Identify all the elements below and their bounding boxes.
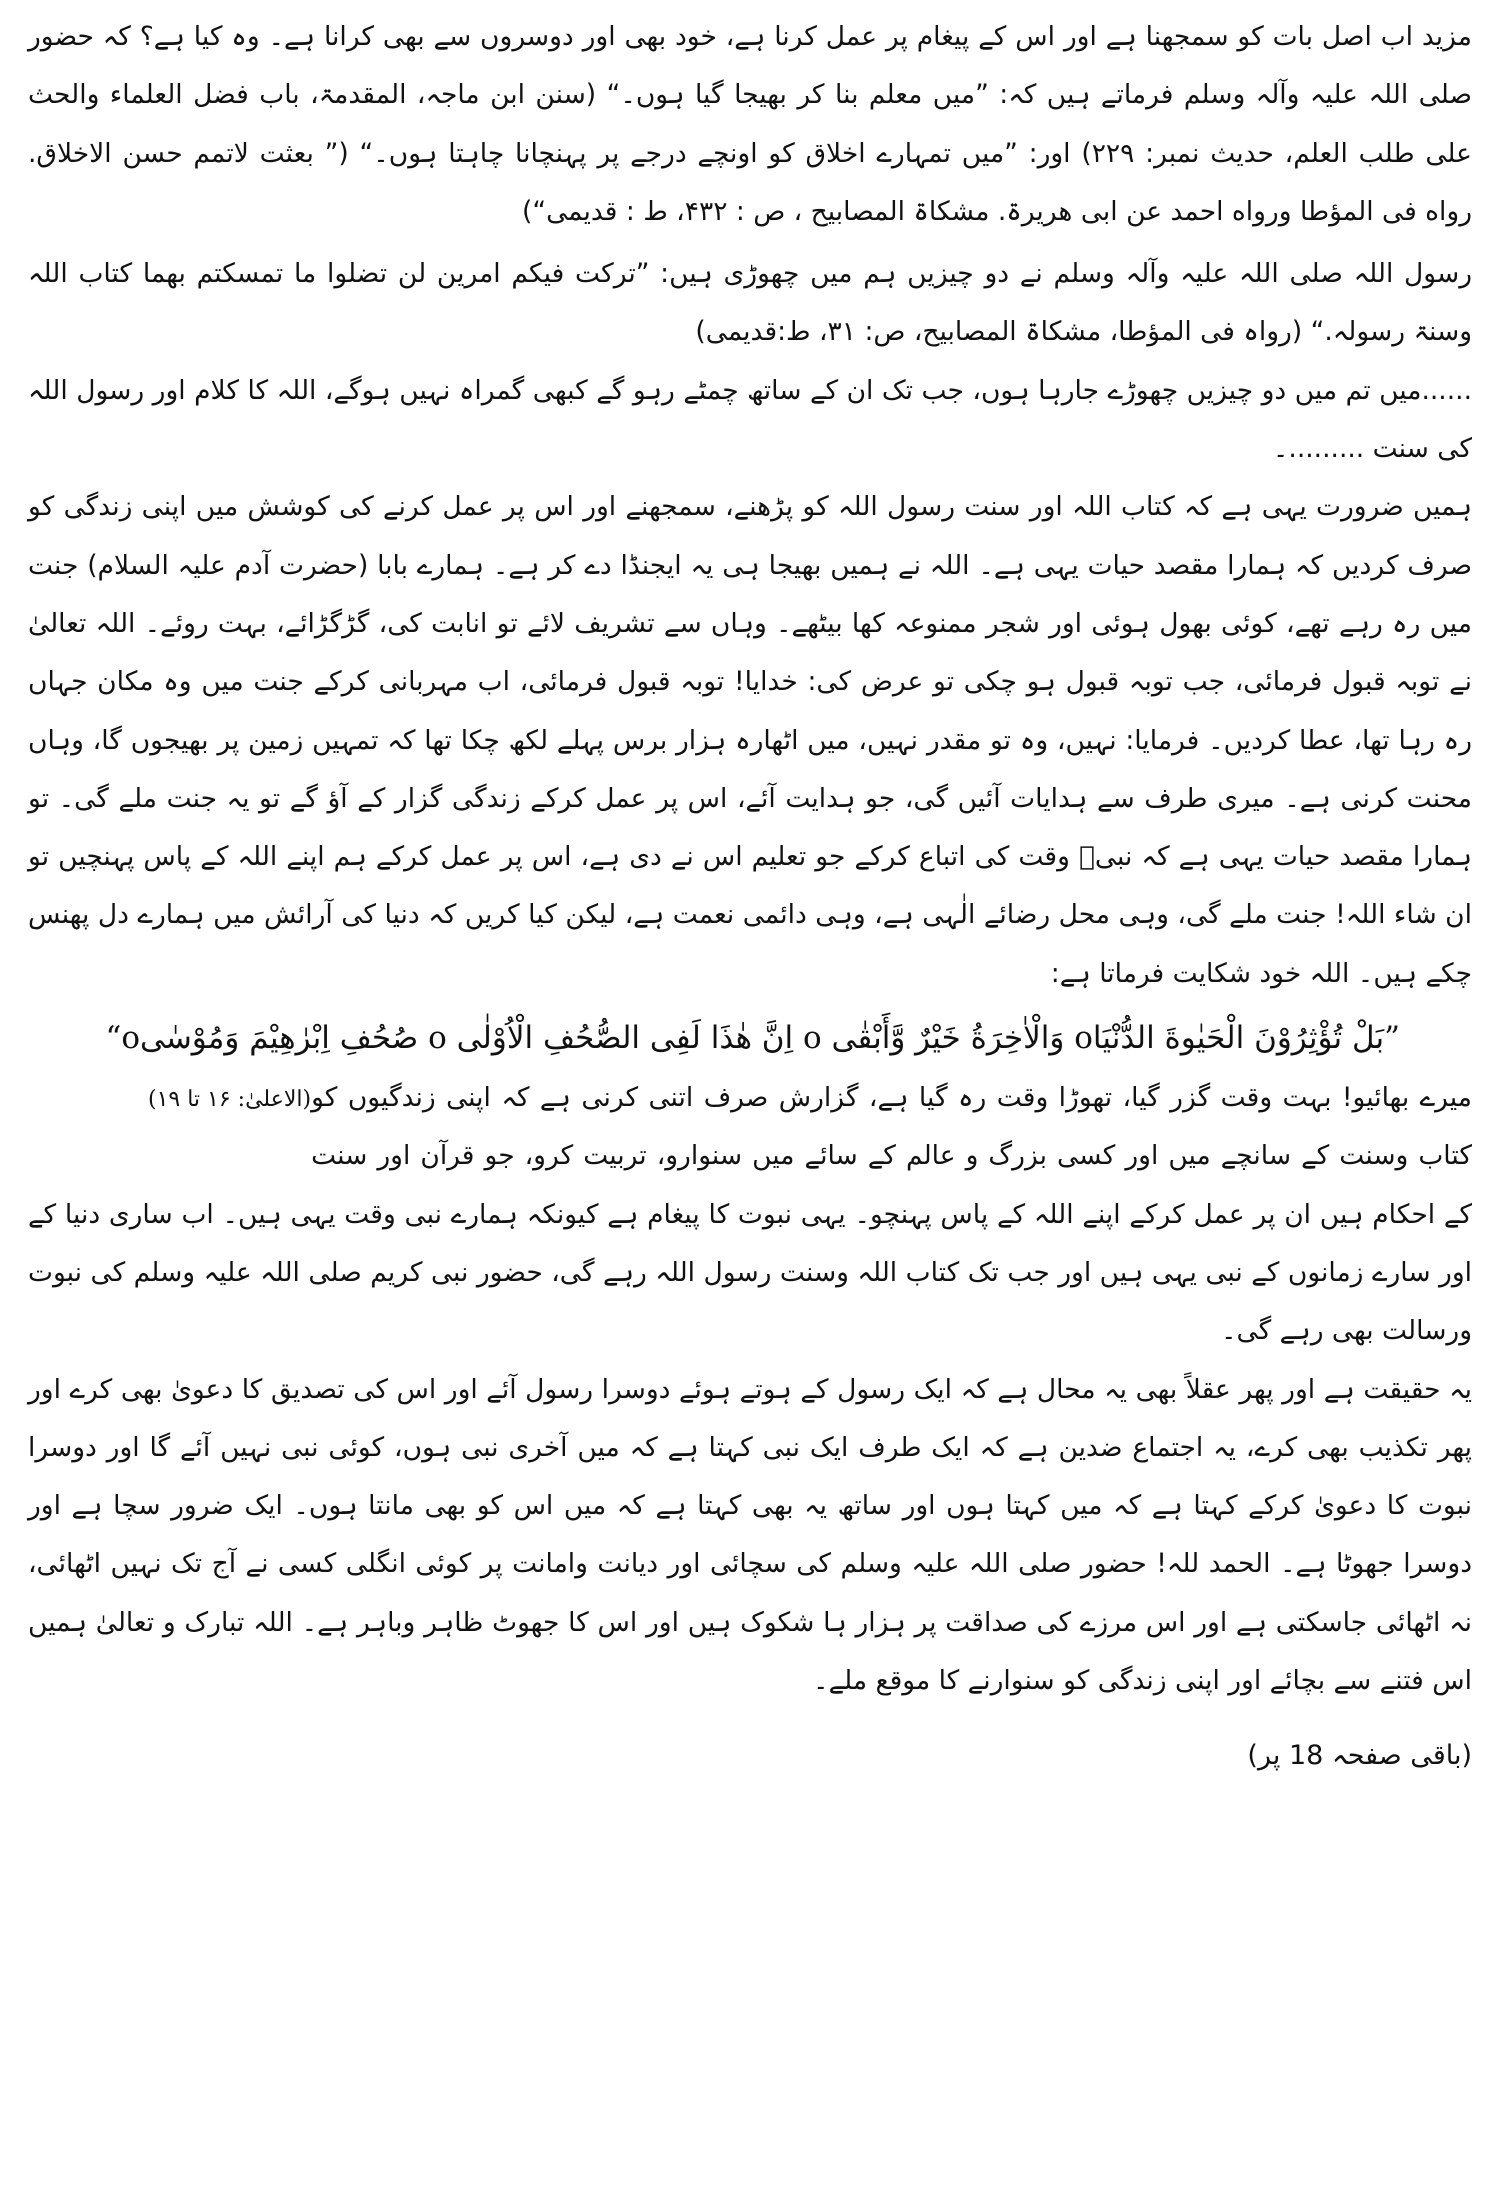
paragraph-brothers: میرے بھائیو! بہت وقت گزر گیا، تھوڑا وقت رہ گیا ہے، گزارش صرف اتنی کرنی ہے کہ اپنی زندگیوں کو کتاب وسنت کے سانچے میں اور کسی بزرگ و عالم کے سائے میں سنوارو، تربیت کرو، جو قرآن اور سنت کے احکام ہیں ان پر عمل کرکے اپنے اللہ کے پاس پہنچو۔ یہی نبوت کا پیغام ہے کیونکہ ہمارے نبی وقت یہی ہیں۔ اب ساری دنیا کے اور سارے زمانوں کے نبی یہی ہیں اور جب تک کتاب اللہ وسنت رسول اللہ رہے گی، حضور نبی کریم صلی اللہ علیہ وسلم کی نبوت ورسالت بھی رہے گی۔ <box>28 1082 1472 1347</box>
quran-verse <box>28 1007 1472 1113</box>
article-page <box>28 8 1472 2192</box>
quran-verse-text: ”بَلْ تُؤْثِرُوْنَ الْحَیٰوةَ الدُّنْیَاo وَالْاٰخِرَةُ خَیْرٌ وَّأَبْقٰی o اِنَّ هٰذَا لَفِی الصُّحُفِ الْاُوْلٰی o صُحُفِ اِبْرٰهِیْمَ وَمُوْسٰیo“ <box>105 1020 1400 1057</box>
quran-reference: (الاعلیٰ: ۱۶ تا ۱۹) <box>148 1087 312 1113</box>
paragraph-hadith-teacher: مزید اب اصل بات کو سمجھنا ہے اور اس کے پیغام پر عمل کرنا ہے، خود بھی اور دوسروں سے بھی کرانا ہے۔ وہ کیا ہے؟ کہ حضور صلی اللہ علیہ وآلہ وسلم فرماتے ہیں کہ: ”میں معلم بنا کر بھیجا گیا ہوں۔“ (سنن ابن ماجہ، المقدمۃ، باب فضل العلماء والحث علی طلب العلم، حدیث نمبر: ۲۲۹) اور: ”میں تمہارے اخلاق کو اونچے درجے پر پہنچانا چاہتا ہوں۔“ (” بعثت لاتمم حسن الاخلاق. رواه فی المؤطا ورواه احمد عن ابی ھریرۃ. مشکاۃ المصابیح ، ص : ۴۳۲، ط : قدیمی“) <box>28 21 1472 227</box>
paragraph-translation: ......میں تم میں دو چیزیں چھوڑے جارہا ہوں، جب تک ان کے ساتھ چمٹے رہو گے کبھی گمراہ نہیں ہوگے، اللہ کا کلام اور رسول اللہ کی سنت .........۔ <box>28 374 1472 465</box>
paragraph-purpose-of-life: ہمیں ضرورت یہی ہے کہ کتاب اللہ اور سنت رسول اللہ کو پڑھنے، سمجھنے اور اس پر عمل کرنے کی کوشش میں اپنی زندگی کو صرف کردیں کہ ہمارا مقصد حیات یہی ہے۔ اللہ نے ہمیں بھیجا ہی یہ ایجنڈا دے کر ہے۔ ہمارے بابا (حضرت آدم علیہ السلام) جنت میں رہ رہے تھے، کوئی بھول ہوئی اور شجر ممنوعہ کھا بیٹھے۔ وہاں سے تشریف لائے تو انابت کی، گڑگڑائے، بہت روئے۔ اللہ تعالیٰ نے توبہ قبول فرمائی، جب توبہ قبول ہو چکی تو عرض کی: خدایا! توبہ قبول فرمائی، اب مہربانی کرکے جنت میں وہ مکان جہاں رہ رہا تھا، عطا کردیں۔ فرمایا: نہیں، وہ تو مقدر نہیں، میں اٹھارہ ہزار برس پہلے لکھ چکا تھا کہ تمہیں زمین پر بھیجوں گا، وہاں محنت کرنی ہے۔ میری طرف سے ہدایات آئیں گی، جو ہدایت آئے، اس پر عمل کرکے زندگی گزار کے آؤ گے تو یہ جنت ملے گی۔ تو ہمارا مقصد حیات یہی ہے کہ نبیؐ وقت کی اتباع کرکے جو تعلیم اس نے دی ہے، اس پر عمل کرکے ہم اپنے اللہ کے پاس پہنچیں تو ان شاء اللہ! جنت ملے گی، وہی محل رضائے الٰہی ہے، وہی دائمی نعمت ہے، لیکن کیا کریں کہ دنیا کی آرائش میں ہمارے دل پھنس چکے ہیں۔ اللہ خود شکایت فرماتا ہے: <box>28 491 1472 989</box>
paragraph-two-things: رسول اللہ صلی اللہ علیہ وآلہ وسلم نے دو چیزیں ہم میں چھوڑی ہیں: ”ترکت فیکم امرین لن تضلوا ما تمسکتم بھما کتاب اللہ وسنۃ رسولہ.“ (رواہ فی المؤطا، مشکاۃ المصابیح، ص: ۳۱، ط:قدیمی) <box>28 258 1472 348</box>
paragraph-reality: یہ حقیقت ہے اور پھر عقلاً بھی یہ محال ہے کہ ایک رسول کے ہوتے ہوئے دوسرا رسول آئے اور اس کی تصدیق کا دعویٰ بھی کرے اور پھر تکذیب بھی کرے، یہ اجتماع ضدین ہے کہ ایک طرف ایک نبی کہتا ہے کہ میں آخری نبی ہوں، کوئی نبی نہیں آئے گا اور دوسرا نبوت کا دعویٰ کرکے کہتا ہے کہ میں کہتا ہوں اور ساتھ یہ بھی کہتا ہے کہ میں اس کو بھی مانتا ہوں۔ ایک ضرور سچا ہے اور دوسرا جھوٹا ہے۔ الحمد للہ! حضور صلی اللہ علیہ وسلم کی سچائی اور دیانت وامانت پر کوئی انگلی کسی نے آج تک نہیں اٹھائی، نہ اٹھائی جاسکتی ہے اور اس مرزے کی صداقت پر ہزار ہا شکوک ہیں اور اس کا جھوٹ ظاہر وباہر ہے۔ اللہ تبارک و تعالیٰ ہمیں اس فتنے سے بچائے اور اپنی زندگی کو سنوارنے کا موقع ملے۔ <box>28 1373 1472 1697</box>
continued-on-page-note: (باقی صفحہ 18 پر) <box>1247 1740 1472 1772</box>
